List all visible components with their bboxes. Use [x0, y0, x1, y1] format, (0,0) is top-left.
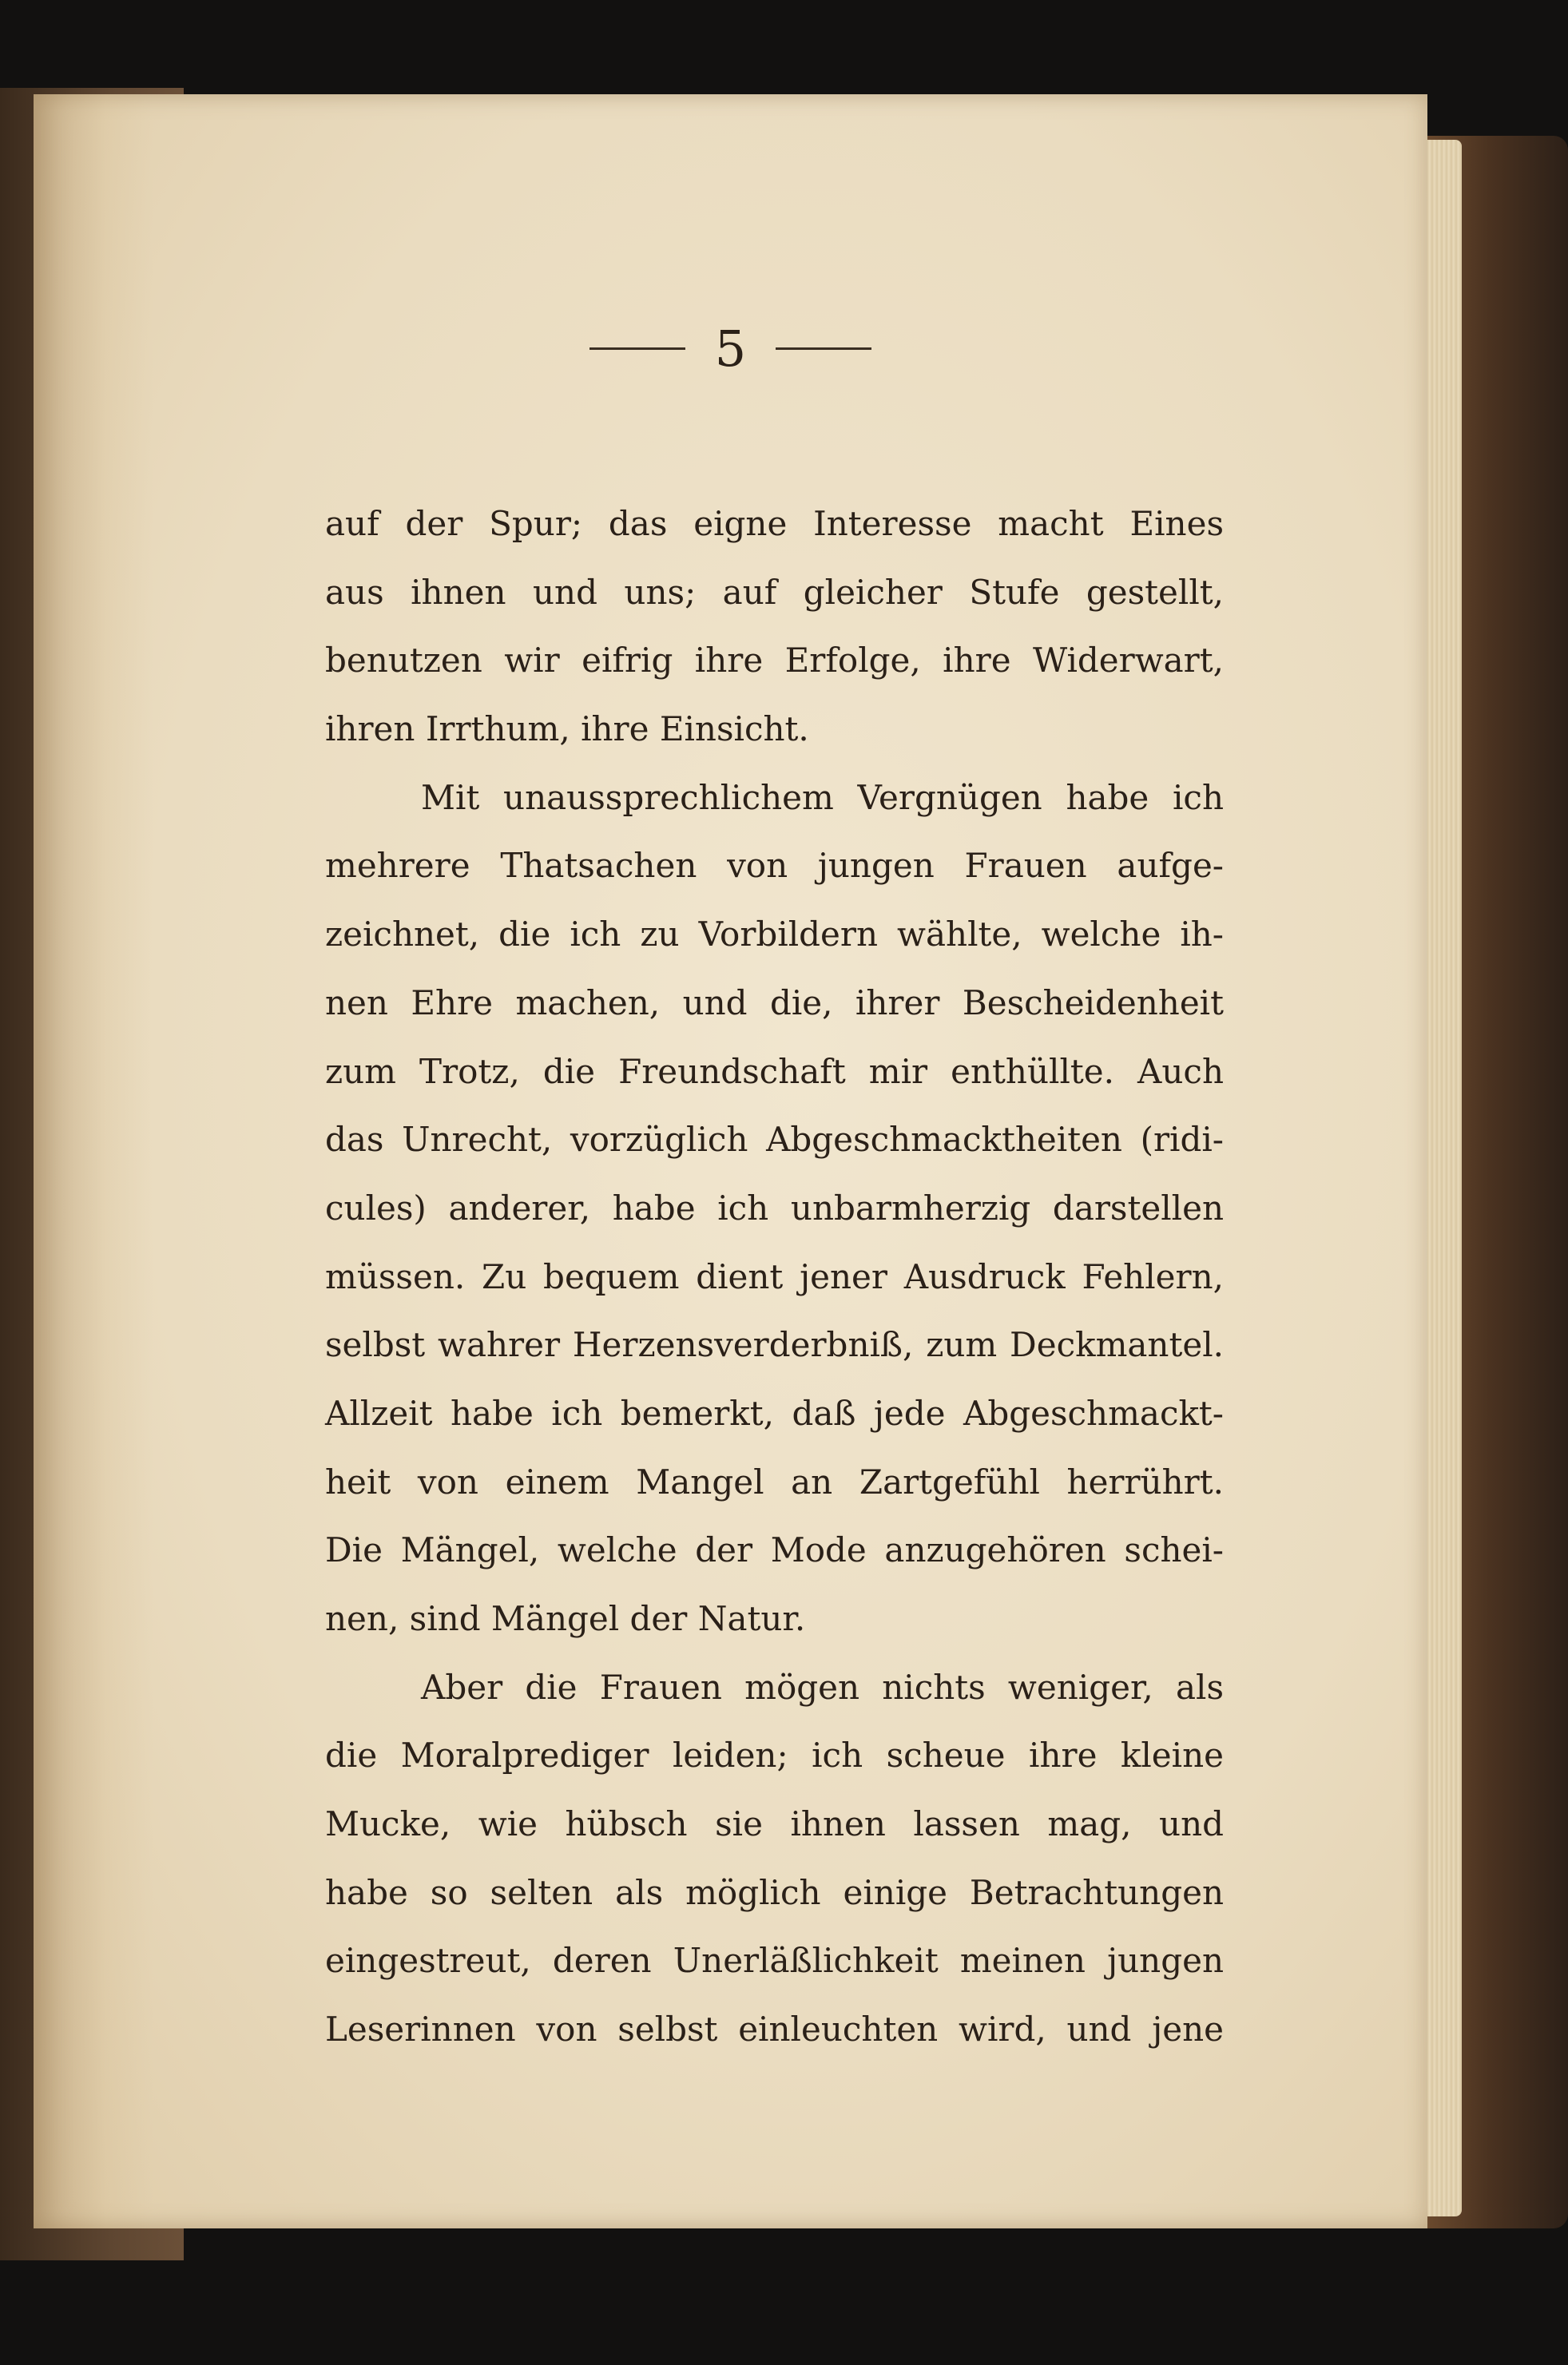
text-line: aus ihnen und uns; auf gleicher Stufe gestellt,	[325, 572, 1224, 612]
text-line: die Moralprediger leiden; ich scheue ihre kleine	[325, 1736, 1224, 1776]
text-line: benutzen wir eifrig ihre Erfolge, ihre Widerwart,	[325, 641, 1224, 681]
text-line: Mucke, wie hübsch sie ihnen lassen mag, und	[325, 1804, 1224, 1844]
book-page	[34, 94, 1427, 2228]
text-line: müssen. Zu bequem dient jener Ausdruck Fehlern,	[325, 1256, 1224, 1296]
text-line: Aber die Frauen mögen nichts weniger, als	[421, 1667, 1224, 1707]
text-line: das Unrecht, vorzüglich Abgeschmacktheiten (ridi-	[325, 1120, 1224, 1160]
page-header	[34, 319, 1427, 378]
header-rule-left	[589, 347, 685, 350]
text-line: Leserinnen von selbst einleuchten wird, und jene	[325, 2010, 1224, 2050]
page-gutter	[34, 94, 153, 2228]
header-rule-right	[776, 347, 871, 350]
text-line: selbst wahrer Herzensverderbniß, zum Deckmantel.	[325, 1325, 1224, 1365]
text-line: Allzeit habe ich bemerkt, daß jede Abgeschmackt-	[325, 1393, 1224, 1433]
page-number: 5	[714, 319, 747, 378]
text-line: nen, sind Mängel der Natur.	[325, 1599, 806, 1638]
text-line: Mit unaussprechlichem Vergnügen habe ich	[421, 777, 1224, 817]
text-line: mehrere Thatsachen von jungen Frauen aufge-	[325, 846, 1224, 886]
text-line: cules) anderer, habe ich unbarmherzig darstellen	[325, 1188, 1224, 1228]
text-line: zeichnet, die ich zu Vorbildern wählte, welche ih-	[325, 915, 1224, 954]
text-line: auf der Spur; das eigne Interesse macht Eines	[325, 504, 1224, 543]
text-line: ihren Irrthum, ihre Einsicht.	[325, 709, 809, 749]
text-line: heit von einem Mangel an Zartgefühl herrührt.	[325, 1462, 1224, 1502]
text-line: habe so selten als möglich einige Betrachtungen	[325, 1872, 1224, 1912]
text-line: eingestreut, deren Unerläßlichkeit meinen jungen	[325, 1941, 1224, 1981]
text-line: nen Ehre machen, und die, ihrer Bescheidenheit	[325, 982, 1224, 1022]
page-body	[325, 490, 1224, 2064]
text-line: zum Trotz, die Freundschaft mir enthüllte. Auch	[325, 1051, 1224, 1091]
text-line: Die Mängel, welche der Mode anzugehören schei-	[325, 1530, 1224, 1570]
